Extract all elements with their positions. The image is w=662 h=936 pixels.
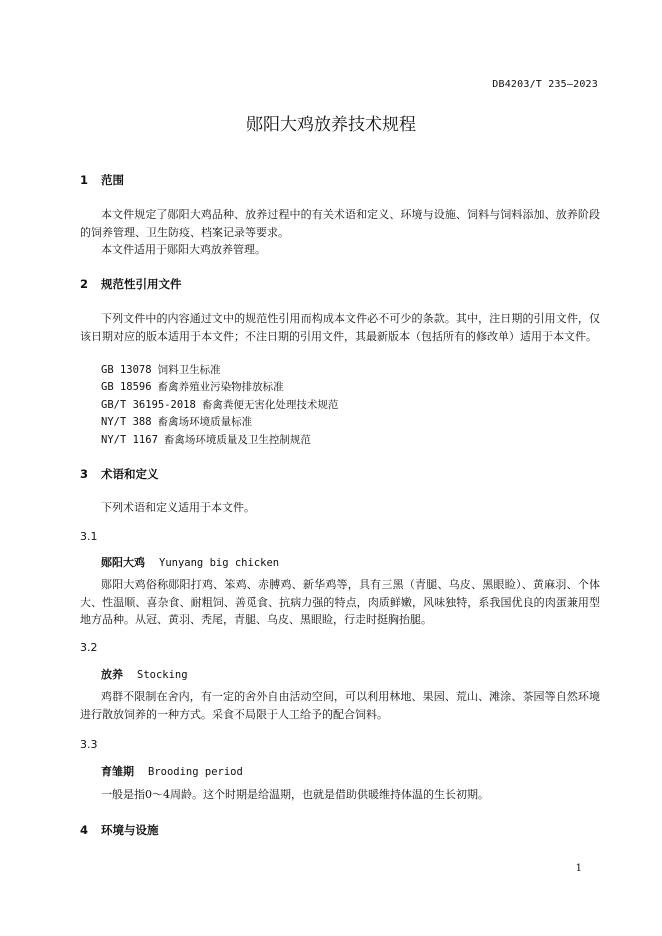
reference-code: GB 18596: [101, 381, 152, 393]
term-chinese: 放养: [101, 668, 123, 681]
term-heading: [101, 666, 188, 682]
reference-item: [101, 362, 221, 377]
reference-item: [101, 379, 284, 394]
section-heading: [80, 822, 159, 838]
reference-code: NY/T 388: [101, 416, 152, 428]
term-definition: 郧阳大鸡俗称郧阳打鸡、笨鸡、赤膊鸡、新华鸡等，具有三黑（青腿、乌皮、黑眼睑）、黄麻羽、个体大、性温顺、喜杂食、耐粗饲、善觅食、抗病力强的特点，肉质鲜嫩，风味独特，系我国优良的肉蛋兼用型地方品种。从冠、黄羽、秃尾，青腿、乌皮、黑眼睑，行走时挺胸抬腿。: [80, 578, 600, 626]
subsection-number: 3.2: [80, 641, 98, 654]
reference-item: [101, 414, 252, 429]
reference-name: 畜禽场环境质量标准: [157, 416, 253, 428]
term-heading: [101, 763, 243, 779]
reference-code: GB/T 36195-2018: [101, 399, 196, 411]
section-number: 3: [80, 467, 89, 481]
section-heading: [80, 276, 182, 292]
section-heading: [80, 172, 124, 188]
section-title: 规范性引用文件: [101, 277, 182, 291]
section-number: 4: [80, 823, 89, 837]
term-heading: [101, 554, 279, 570]
section-number: 1: [80, 173, 89, 187]
section-number: 2: [80, 277, 89, 291]
page-number: 1: [575, 863, 582, 874]
paragraph: 下列文件中的内容通过文中的规范性引用而构成本文件必不可少的条款。其中，注日期的引用文件，仅该日期对应的版本适用于本文件；不注日期的引用文件，其最新版本（包括所有的修改单）适用于本文件。: [80, 312, 600, 343]
term-english: Yunyang big chicken: [159, 557, 280, 569]
section-title: 术语和定义: [101, 467, 159, 481]
section-title: 范围: [101, 173, 125, 187]
standard-code: DB4203/T 235—2023: [492, 79, 598, 90]
subsection-number: 3.3: [80, 738, 98, 751]
subsection-number: 3.1: [80, 530, 98, 543]
reference-item: [101, 432, 311, 447]
section-title: 环境与设施: [101, 823, 159, 837]
reference-name: 畜禽养殖业污染物排放标准: [157, 381, 284, 393]
term-chinese: 育雏期: [101, 765, 134, 778]
reference-name: 畜禽粪便无害化处理技术规范: [201, 399, 339, 411]
reference-name: 饲料卫生标准: [157, 364, 221, 376]
reference-name: 畜禽场环境质量及卫生控制规范: [163, 434, 311, 446]
term-chinese: 郧阳大鸡: [101, 556, 145, 569]
term-definition: 鸡群不限制在舍内，有一定的舍外自由活动空间，可以利用林地、果园、荒山、滩涂、茶园等自然环境进行散放饲养的一种方式。采食不局限于人工给予的配合饲料。: [80, 690, 600, 721]
reference-item: [101, 397, 338, 412]
paragraph: 本文件规定了郧阳大鸡品种、放养过程中的有关术语和定义、环境与设施、饲料与饲料添加、放养阶段的饲养管理、卫生防疫、档案记录等要求。: [80, 208, 600, 239]
paragraph: 下列术语和定义适用于本文件。: [101, 501, 255, 514]
section-heading: [80, 466, 159, 482]
term-english: Stocking: [137, 669, 188, 681]
reference-code: NY/T 1167: [101, 434, 158, 446]
term-english: Brooding period: [148, 766, 243, 778]
paragraph: 本文件适用于郧阳大鸡放养管理。: [101, 243, 266, 256]
term-definition: 一般是指0～4周龄。这个时期是给温期，也就是借助供暖维持体温的生长初期。: [101, 788, 489, 801]
reference-code: GB 13078: [101, 364, 152, 376]
document-title: 郧阳大鸡放养技术规程: [246, 115, 416, 135]
